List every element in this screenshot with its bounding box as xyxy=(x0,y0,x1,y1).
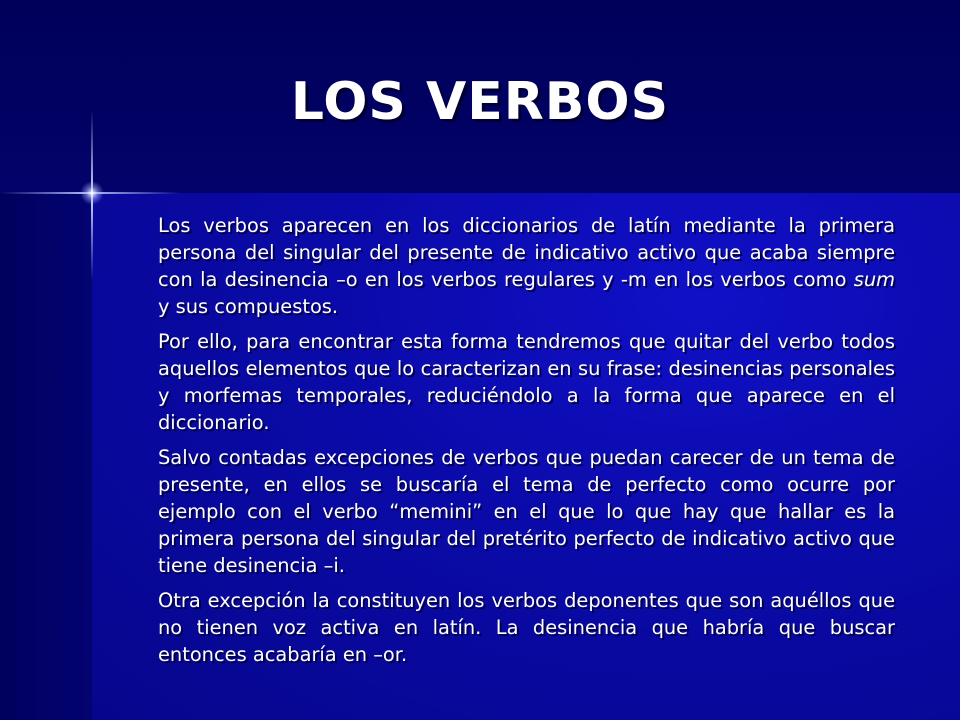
slide-body xyxy=(158,212,895,676)
paragraph-2: Por ello, para encontrar esta forma tendremos que quitar del verbo todos aquellos elementos que lo caracterizan en su frase: desinencias personales y morfemas temporales, reduciéndolo a la forma que aparece en el diccionario. xyxy=(158,330,895,434)
left-strip xyxy=(0,193,92,720)
paragraph-1-emphasis: sum xyxy=(853,268,895,291)
paragraph-1-text-end: y sus compuestos. xyxy=(158,295,339,318)
paragraph-3: Salvo contadas excepciones de verbos que puedan carecer de un tema de presente, en ellos se buscaría el tema de perfecto como ocurre por ejemplo con el verbo “memini” en el que lo que hay que hallar es la primera persona del singular del pretérito perfecto de indicativo activo que tiene desinencia –i. xyxy=(158,446,895,577)
paragraph-1-text-start: Los verbos aparecen en los diccionarios de latín mediante la primera persona del singular del presente de indicativo activo que acaba siempre con la desinencia –o en los verbos regulares y -m en los verbos como xyxy=(158,214,895,291)
paragraph-1 xyxy=(158,212,895,320)
star-flare-icon xyxy=(80,181,104,205)
slide-title: LOS VERBOS xyxy=(290,72,670,132)
paragraph-4: Otra excepción la constituyen los verbos deponentes que son aquéllos que no tienen voz activa en latín. La desinencia que habría que buscar entonces acabaría en –or. xyxy=(158,589,895,666)
